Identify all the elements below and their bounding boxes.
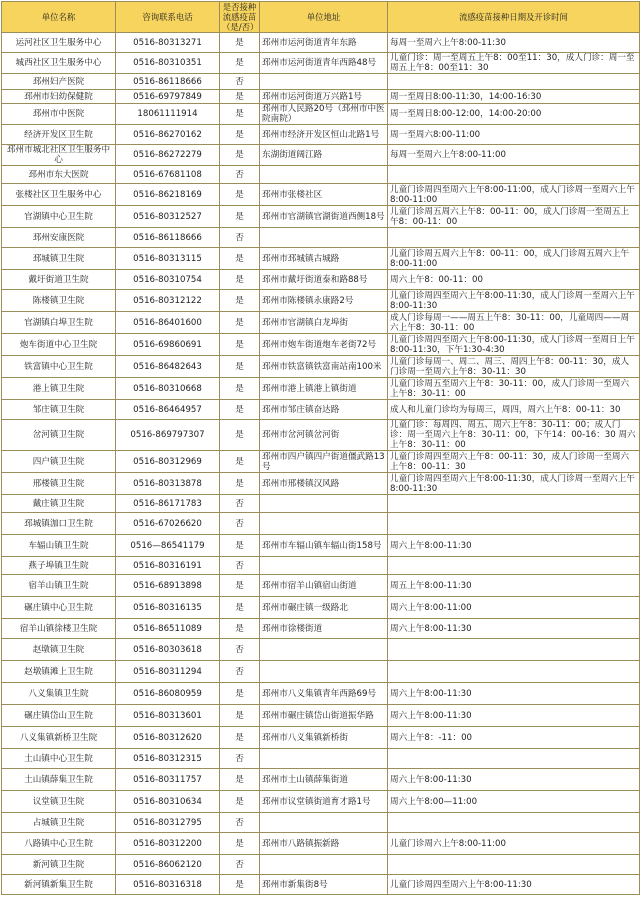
cell-unit-name: 宿羊山镇卫生院 [2,575,116,597]
cell-vaccinate: 是 [220,90,260,104]
cell-schedule [388,228,640,248]
cell-address: 东湖街道阔江路 [260,145,388,166]
table-row [2,104,640,125]
table-row [2,535,640,557]
cell-phone: 0516-86171783 [116,495,220,513]
cell-phone: 0516-80310634 [116,791,220,813]
table-row [2,53,640,74]
cell-address: 邳州市邢楼镇汉风路 [260,473,388,495]
cell-schedule: 成人和儿童门诊均为每周三，周四，周六上午8：00-11：30 [388,400,640,420]
header-schedule: 流感疫苗接种日期及开诊时间 [388,2,640,33]
cell-phone: 0516-80316135 [116,597,220,619]
table-row [2,420,640,451]
cell-phone: 0516-67026620 [116,513,220,535]
cell-unit-name: 经济开发区卫生院 [2,125,116,145]
vaccination-sites-table [1,1,640,895]
table-row [2,312,640,334]
cell-address: 邳州市土山镇薛集街道 [260,769,388,791]
cell-address [260,495,388,513]
table-row [2,334,640,356]
cell-address: 邳州市张楼社区 [260,184,388,206]
cell-vaccinate: 是 [220,705,260,727]
cell-unit-name: 八路镇中心卫生院 [2,833,116,855]
cell-phone: 0516-80311294 [116,661,220,683]
cell-unit-name: 四户镇卫生院 [2,451,116,473]
cell-phone: 0516-80313115 [116,248,220,270]
cell-schedule: 每周一至周六上午8:00-11:00 [388,145,640,166]
cell-vaccinate: 是 [220,334,260,356]
cell-address: 邳州市四户镇四户街道僵武路13号 [260,451,388,473]
cell-vaccinate: 是 [220,791,260,813]
cell-address [260,813,388,833]
cell-schedule: 周六上午8:00-11:30 [388,683,640,705]
cell-schedule [388,557,640,575]
cell-address: 邳州市戴圩街道泰和路88号 [260,270,388,290]
cell-address: 邳州市炮车街道炮车老街72号 [260,334,388,356]
cell-vaccinate: 是 [220,535,260,557]
cell-vaccinate: 是 [220,619,260,639]
cell-unit-name: 碾庄镇中心卫生院 [2,597,116,619]
table-row [2,270,640,290]
cell-phone: 0516-80310351 [116,53,220,74]
header-phone: 咨询联系电话 [116,2,220,33]
table-row [2,74,640,90]
cell-schedule: 周六上午8:00-11:30 [388,705,640,727]
cell-unit-name: 邳州市城北社区卫生服务中心 [2,145,116,166]
cell-schedule: 周六上午8:00—11:00 [388,791,640,813]
cell-schedule: 周六上午8:00-11:30 [388,619,640,639]
cell-schedule: 儿童门诊周四至周六上午8:00-11:30 [388,875,640,895]
cell-address: 邳州市陈楼镇永康路2号 [260,290,388,312]
cell-address [260,513,388,535]
table-row [2,833,640,855]
table-row [2,33,640,53]
cell-schedule: 儿童门诊周四至周六上午8：00-11：30，成人门诊周一至周六上午8：00-11：30 [388,451,640,473]
table-row [2,683,640,705]
cell-schedule [388,749,640,769]
cell-unit-name: 燕子埠镇卫生院 [2,557,116,575]
table-row [2,813,640,833]
cell-unit-name: 运河社区卫生服务中心 [2,33,116,53]
table-row [2,228,640,248]
table-row [2,705,640,727]
cell-vaccinate: 是 [220,270,260,290]
cell-schedule: 儿童门诊周五至周六上午8：30-11：00，成人门诊周一至周六上午8：30-11：00 [388,378,640,400]
cell-address: 邳州市运河街道万兴路1号 [260,90,388,104]
cell-phone: 0516-80313601 [116,705,220,727]
table-row [2,557,640,575]
cell-unit-name: 新河镇卫生院 [2,855,116,875]
cell-schedule [388,661,640,683]
table-row [2,125,640,145]
cell-unit-name: 城西社区卫生服务中心 [2,53,116,74]
cell-vaccinate: 是 [220,206,260,228]
cell-phone: 0516-80316318 [116,875,220,895]
cell-schedule [388,166,640,184]
cell-schedule: 周六上午8:00-11:30 [388,769,640,791]
cell-vaccinate: 是 [220,356,260,378]
cell-schedule: 儿童门诊周四至周六上午8:00-11:30，成人门诊周一至周六上午8:00-11:30 [388,473,640,495]
cell-address: 邳州市经济开发区恒山北路1号 [260,125,388,145]
cell-address: 邳州市运河街道青年西路48号 [260,53,388,74]
table-header [2,2,640,33]
cell-unit-name: 车辐山镇卫生院 [2,535,116,557]
cell-phone: 0516-86118666 [116,228,220,248]
cell-vaccinate: 是 [220,833,260,855]
cell-phone: 0516-86511089 [116,619,220,639]
cell-address: 邳州市八义集镇青年西路69号 [260,683,388,705]
table-row [2,90,640,104]
cell-address [260,557,388,575]
cell-unit-name: 邳城镇卫生院 [2,248,116,270]
cell-vaccinate: 否 [220,74,260,90]
table-row [2,400,640,420]
cell-vaccinate: 否 [220,813,260,833]
cell-schedule: 周六上午8:00-11:30 [388,535,640,557]
cell-schedule [388,813,640,833]
cell-unit-name: 宿羊山镇徐楼卫生院 [2,619,116,639]
cell-unit-name: 炮车街道中心卫生院 [2,334,116,356]
cell-unit-name: 议堂镇卫生院 [2,791,116,813]
cell-vaccinate: 否 [220,855,260,875]
cell-phone: 0516-86062120 [116,855,220,875]
cell-vaccinate: 是 [220,33,260,53]
cell-phone: 0516-86080959 [116,683,220,705]
cell-unit-name: 赵墩镇卫生院 [2,639,116,661]
cell-address [260,855,388,875]
cell-phone: 0516-86272279 [116,145,220,166]
cell-vaccinate: 是 [220,53,260,74]
cell-schedule [388,74,640,90]
table-row [2,597,640,619]
cell-vaccinate: 否 [220,495,260,513]
cell-address: 邳州市邳城镇古城路 [260,248,388,270]
table-row [2,248,640,270]
cell-unit-name: 邳城镇泇口卫生院 [2,513,116,535]
cell-phone: 0516-80312200 [116,833,220,855]
cell-phone: 0516-86270162 [116,125,220,145]
cell-phone: 0516-80310754 [116,270,220,290]
table-row [2,727,640,749]
cell-address: 邳州市新集街8号 [260,875,388,895]
cell-phone: 0516-86482643 [116,356,220,378]
cell-unit-name: 土山镇薛集卫生院 [2,769,116,791]
cell-vaccinate: 否 [220,513,260,535]
cell-phone: 0516-80312795 [116,813,220,833]
header-address: 单位地址 [260,2,388,33]
table-row [2,575,640,597]
cell-schedule: 周六上午8：00-11：00 [388,270,640,290]
cell-phone: 0516-68913898 [116,575,220,597]
cell-phone: 0516-80310668 [116,378,220,400]
table-row [2,206,640,228]
cell-unit-name: 邢楼镇卫生院 [2,473,116,495]
cell-unit-name: 戴庄镇卫生院 [2,495,116,513]
cell-phone: 0516-69860691 [116,334,220,356]
cell-address: 邳州市议堂镇街道育才路1号 [260,791,388,813]
cell-address: 邳州市八路镇振新路 [260,833,388,855]
table-row [2,166,640,184]
cell-address: 邳州市徐楼街道 [260,619,388,639]
cell-phone: 0516-80311757 [116,769,220,791]
cell-unit-name: 碾庄镇岱山卫生院 [2,705,116,727]
cell-phone: 0516-80313878 [116,473,220,495]
table-row [2,145,640,166]
table-body [2,33,640,895]
header-vaccinate: 是否接种流感疫苗（是/否） [220,2,260,33]
cell-schedule: 儿童门诊：每周四、周五、周六上午8：30-11：00；成人门诊：周一至周六上午8：30-11：00，下午14：00-16：30 周六上午8：30-11：00 [388,420,640,451]
cell-vaccinate: 是 [220,727,260,749]
table-row [2,356,640,378]
cell-unit-name: 邹庄镇卫生院 [2,400,116,420]
cell-schedule: 儿童门诊周六上午8:00-11:00 [388,833,640,855]
cell-address: 邳州市运河街道青年东路 [260,33,388,53]
cell-address: 邳州市八义集镇新桥街 [260,727,388,749]
cell-vaccinate: 是 [220,184,260,206]
cell-unit-name: 赵墩镇滩上卫生院 [2,661,116,683]
header-unit-name: 单位名称 [2,2,116,33]
cell-unit-name: 官湖镇白埠卫生院 [2,312,116,334]
cell-unit-name: 邳州安康医院 [2,228,116,248]
table-row [2,791,640,813]
cell-schedule: 周一至周日8:00-12:00，14:00-20:00 [388,104,640,125]
cell-schedule: 周六上午8:00-11:00 [388,597,640,619]
cell-schedule: 儿童门诊周五周六上午8：00-11：00，成人门诊周一至周五上午8：00-11：00 [388,206,640,228]
cell-schedule [388,639,640,661]
cell-vaccinate: 否 [220,557,260,575]
cell-vaccinate: 是 [220,378,260,400]
cell-vaccinate: 是 [220,683,260,705]
cell-address [260,661,388,683]
cell-phone: 0516-86218169 [116,184,220,206]
cell-address: 邳州市岔河镇岔河街 [260,420,388,451]
cell-address: 邳州市铁富镇铁富南站南100米 [260,356,388,378]
cell-phone: 0516-80312527 [116,206,220,228]
cell-schedule [388,855,640,875]
cell-address [260,639,388,661]
cell-phone: 0516-86401600 [116,312,220,334]
cell-schedule: 儿童门诊周四至周六上午8:00-11:30，成人门诊周一至周日上午8:00-11:30，下午1:30-4:30 [388,334,640,356]
cell-vaccinate: 是 [220,145,260,166]
cell-vaccinate: 否 [220,661,260,683]
cell-address [260,166,388,184]
cell-unit-name: 陈楼镇卫生院 [2,290,116,312]
cell-unit-name: 新河镇新集卫生院 [2,875,116,895]
cell-address: 邳州市人民路20号（邳州市中医院南院） [260,104,388,125]
cell-unit-name: 港上镇卫生院 [2,378,116,400]
cell-vaccinate: 否 [220,749,260,769]
cell-unit-name: 邳州市中医院 [2,104,116,125]
cell-unit-name: 占城镇卫生院 [2,813,116,833]
cell-phone: 0516-80312620 [116,727,220,749]
cell-schedule: 儿童门诊周五周六上午8：00-11：00，成人门诊周五周六上午8:00-11:00 [388,248,640,270]
cell-unit-name: 八义集镇新桥卫生院 [2,727,116,749]
table-row [2,290,640,312]
cell-address: 邳州市官湖镇官湖街道西侧18号 [260,206,388,228]
cell-schedule: 儿童门诊周四至周六上午8:00-11:00，成人门诊周一至周六上午8:00-11:00 [388,184,640,206]
cell-address: 邳州市宿羊山镇宿山街道 [260,575,388,597]
cell-phone: 0516—86541179 [116,535,220,557]
cell-unit-name: 铁富镇中心卫生院 [2,356,116,378]
cell-phone: 0516-869797307 [116,420,220,451]
cell-address [260,228,388,248]
cell-vaccinate: 是 [220,312,260,334]
cell-vaccinate: 是 [220,420,260,451]
cell-address: 邳州市碾庄镇一级路北 [260,597,388,619]
cell-vaccinate: 是 [220,597,260,619]
cell-phone: 0516-80313271 [116,33,220,53]
cell-schedule: 儿童门诊周四至周六上午8:00-11:30，成人门诊周一至周六上午8:00-11:30 [388,290,640,312]
cell-schedule: 儿童门诊每周一、周二、周三、周四上午8：00-11：30，成人门诊周一至周六上午8：30-11：30 [388,356,640,378]
table-row [2,749,640,769]
cell-address: 邳州市官湖镇白龙埠街 [260,312,388,334]
cell-unit-name: 邳州市东大医院 [2,166,116,184]
table-row [2,513,640,535]
cell-schedule: 儿童门诊：周一至周五上午8：00至11：30，成人门诊：周一至周五上午8：00至11：30 [388,53,640,74]
cell-address [260,749,388,769]
table-row [2,184,640,206]
cell-phone: 0516-80312315 [116,749,220,769]
cell-unit-name: 岔河镇卫生院 [2,420,116,451]
cell-unit-name: 八义集镇卫生院 [2,683,116,705]
cell-schedule: 每周一至周六上午8:00-11:30 [388,33,640,53]
table-row [2,378,640,400]
cell-vaccinate: 是 [220,575,260,597]
cell-phone: 0516-80303618 [116,639,220,661]
cell-phone: 0516-86464957 [116,400,220,420]
table-row [2,619,640,639]
cell-schedule: 周一至周日8:00-11:30，14:00-16:30 [388,90,640,104]
cell-address: 邳州市碾庄镇岱山街道振华路 [260,705,388,727]
cell-unit-name: 邳州妇产医院 [2,74,116,90]
cell-vaccinate: 否 [220,639,260,661]
cell-vaccinate: 否 [220,166,260,184]
cell-unit-name: 邳州市妇幼保健院 [2,90,116,104]
table-row [2,639,640,661]
cell-vaccinate: 是 [220,769,260,791]
cell-schedule: 成人门诊每周一——周五上午8：30-11：00，儿童周四——周六上午8：30-11：00 [388,312,640,334]
cell-schedule [388,495,640,513]
cell-phone: 0516-80316191 [116,557,220,575]
cell-phone: 0516-80312122 [116,290,220,312]
cell-schedule: 周五上午8:00-11:30 [388,575,640,597]
cell-vaccinate: 否 [220,228,260,248]
cell-vaccinate: 是 [220,290,260,312]
table-row [2,875,640,895]
cell-unit-name: 戴圩街道卫生院 [2,270,116,290]
cell-phone: 0516-80312969 [116,451,220,473]
table-row [2,769,640,791]
table-row [2,495,640,513]
cell-vaccinate: 是 [220,400,260,420]
cell-unit-name: 土山镇中心卫生院 [2,749,116,769]
table-row [2,473,640,495]
table-row [2,451,640,473]
cell-vaccinate: 是 [220,451,260,473]
cell-unit-name: 张楼社区卫生服务中心 [2,184,116,206]
cell-address: 邳州市车辐山镇车辐山街158号 [260,535,388,557]
header-row [2,2,640,33]
cell-address: 邳州市邹庄镇奋达路 [260,400,388,420]
cell-vaccinate: 是 [220,473,260,495]
table-row [2,855,640,875]
cell-phone: 0516-86118666 [116,74,220,90]
cell-vaccinate: 是 [220,248,260,270]
cell-address [260,74,388,90]
cell-vaccinate: 是 [220,104,260,125]
cell-schedule [388,513,640,535]
cell-phone: 0516-69797849 [116,90,220,104]
cell-schedule: 周一至周六8:00-11:00 [388,125,640,145]
cell-address: 邳州市港上镇港上镇街道 [260,378,388,400]
cell-phone: 18061111914 [116,104,220,125]
cell-vaccinate: 是 [220,125,260,145]
cell-unit-name: 官湖镇中心卫生院 [2,206,116,228]
cell-vaccinate: 是 [220,875,260,895]
cell-schedule: 周六上午8：-11：00 [388,727,640,749]
table-row [2,661,640,683]
cell-phone: 0516-67681108 [116,166,220,184]
